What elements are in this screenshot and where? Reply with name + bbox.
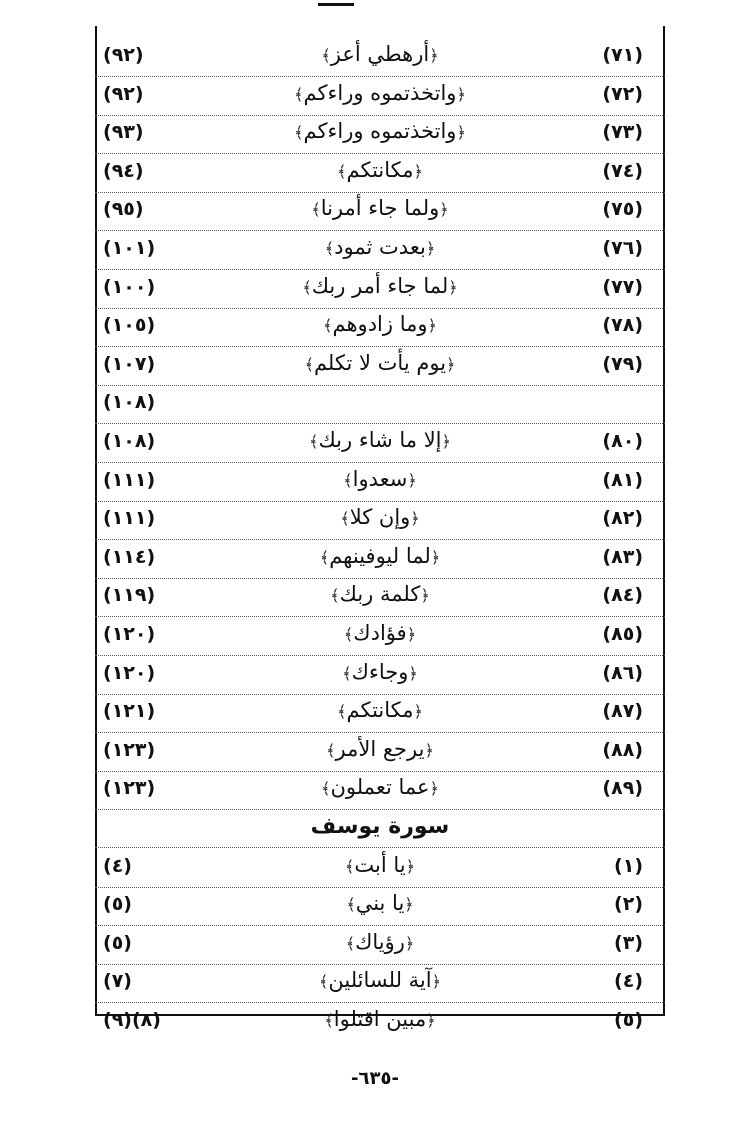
page-reference: (٥) <box>103 931 132 954</box>
ornament-open-icon: ﴿ <box>413 702 423 722</box>
page-reference: (١٢٠) <box>103 623 156 645</box>
ayah-number: (٨٣) <box>602 545 643 568</box>
top-rule-mark <box>318 3 354 6</box>
quran-word <box>175 968 585 992</box>
word-text: وما زادوهم <box>332 312 428 337</box>
table-row <box>95 463 665 502</box>
ayah-number: (٧٦) <box>602 237 643 259</box>
ornament-open-icon: ﴿ <box>413 161 423 181</box>
ornament-open-icon: ﴿ <box>425 239 436 258</box>
ayah-number: (٣) <box>614 931 643 954</box>
table-row <box>95 115 665 154</box>
quran-word <box>175 737 585 761</box>
word-text: يوم يأت لا تكلم <box>313 350 447 375</box>
ayah-number: (٧٣) <box>602 121 643 144</box>
quran-word <box>175 312 585 336</box>
page-reference: (١٠٠) <box>103 275 156 298</box>
page-number: -٦٣٥- <box>351 1068 399 1089</box>
quran-word <box>175 274 585 298</box>
ornament-close-icon: ﴾ <box>324 1011 334 1030</box>
quran-word <box>175 467 585 491</box>
ornament-open-icon: ﴿ <box>448 277 458 297</box>
page-reference: (١١١) <box>103 468 156 491</box>
ornament-open-icon: ﴿ <box>427 316 437 336</box>
table-row <box>95 887 665 926</box>
ornament-close-icon: ﴾ <box>309 432 319 451</box>
ayah-number: (٨١) <box>602 468 643 491</box>
ornament-close-icon: ﴾ <box>342 663 352 683</box>
quran-word <box>175 505 585 529</box>
quran-word <box>175 81 585 105</box>
quran-word <box>175 891 585 915</box>
table-row <box>95 849 665 888</box>
quran-word <box>175 582 585 606</box>
ayah-number: (٢) <box>614 893 643 916</box>
page-reference: (٩٤) <box>103 159 144 182</box>
word-text: رؤياك <box>355 929 405 954</box>
index-table <box>95 26 665 1031</box>
page-reference: (١٠٨) <box>103 430 156 452</box>
ornament-open-icon: ﴿ <box>446 354 456 374</box>
table-row <box>95 270 665 309</box>
surah-heading: سورة يوسف <box>95 810 665 848</box>
table-row <box>95 771 665 810</box>
word-text: إلا ما شاء ربك <box>318 428 442 452</box>
word-text: مبين اقتلوا <box>333 1007 427 1031</box>
ornament-close-icon: ﴾ <box>346 895 356 915</box>
table-row <box>95 578 665 617</box>
word-text: مكانتكم <box>346 698 414 723</box>
ornament-close-icon: ﴾ <box>304 354 314 374</box>
ornament-open-icon: ﴿ <box>410 509 420 529</box>
table-row-continuation <box>95 385 665 424</box>
table-row <box>95 347 665 386</box>
word-text: لما ليوفينهم <box>329 543 431 568</box>
ornament-close-icon: ﴾ <box>345 856 355 876</box>
quran-word <box>175 621 585 645</box>
ayah-number: (٨٦) <box>602 661 643 684</box>
word-text: ولما جاء أمرنا <box>320 196 440 221</box>
page-reference: (٩٥) <box>103 198 144 221</box>
quran-word <box>175 698 585 722</box>
ornament-close-icon: ﴾ <box>319 547 330 567</box>
quran-word <box>175 1007 585 1031</box>
ornament-close-icon: ﴾ <box>340 509 350 529</box>
ayah-number: (٧٢) <box>602 82 643 105</box>
ornament-open-icon: ﴿ <box>405 856 415 876</box>
page-reference: (٨)(٩) <box>103 1009 161 1031</box>
ornament-open-icon: ﴿ <box>429 46 439 65</box>
ayah-number: (٧٥) <box>602 198 643 221</box>
word-text: أرهطي أعز <box>330 42 430 66</box>
ayah-number: (٧٩) <box>602 352 643 375</box>
table-row <box>95 617 665 656</box>
ornament-close-icon: ﴾ <box>343 625 354 644</box>
quran-word <box>175 158 585 182</box>
ornament-close-icon: ﴾ <box>311 200 321 220</box>
page-reference: (١٢١) <box>103 700 156 723</box>
word-text: واتخذتموه وراءكم <box>303 80 457 105</box>
page-reference: (١١١) <box>103 507 156 530</box>
word-text: وإن كلا <box>349 505 411 530</box>
word-text: سعدوا <box>352 466 408 491</box>
ornament-close-icon: ﴾ <box>343 470 353 490</box>
word-text: يا أبت <box>354 852 406 877</box>
ornament-open-icon: ﴿ <box>429 779 439 799</box>
ornament-close-icon: ﴾ <box>294 84 304 104</box>
ornament-close-icon: ﴾ <box>324 239 335 258</box>
ornament-open-icon: ﴿ <box>439 200 449 220</box>
ayah-number: (٧٤) <box>602 159 643 182</box>
table-row <box>95 501 665 540</box>
page-reference: (٤) <box>103 854 132 877</box>
ornament-close-icon: ﴾ <box>294 123 304 143</box>
ornament-close-icon: ﴾ <box>302 277 312 297</box>
table-row <box>95 308 665 347</box>
ornament-open-icon: ﴿ <box>424 740 434 760</box>
table-row <box>95 424 665 463</box>
ayah-number: (٨٢) <box>602 507 643 530</box>
quran-word <box>175 119 585 143</box>
page-reference: (١١٤) <box>103 545 156 568</box>
page-reference: (٩٢) <box>103 44 144 66</box>
ayah-number: (٨٨) <box>602 738 643 761</box>
ornament-open-icon: ﴿ <box>420 586 430 606</box>
ornament-open-icon: ﴿ <box>426 1011 436 1030</box>
word-text: يا بني <box>355 891 405 916</box>
page-reference: (٩٣) <box>103 121 144 144</box>
ayah-number: (١) <box>614 854 643 877</box>
table-row <box>95 231 665 270</box>
table-row <box>95 733 665 772</box>
page-reference: (٧) <box>103 970 132 993</box>
ayah-number: (٤) <box>614 970 643 993</box>
ayah-number: (٧١) <box>602 44 643 66</box>
ornament-open-icon: ﴿ <box>404 895 414 915</box>
ornament-close-icon: ﴾ <box>321 779 331 799</box>
table-row <box>95 192 665 231</box>
ayah-number: (٧٧) <box>602 275 643 298</box>
ornament-close-icon: ﴾ <box>337 702 347 722</box>
word-text: لما جاء أمر ربك <box>311 273 449 298</box>
table-row <box>95 1003 665 1041</box>
ornament-open-icon: ﴿ <box>406 625 417 644</box>
ornament-close-icon: ﴾ <box>326 740 336 760</box>
ornament-close-icon: ﴾ <box>319 972 329 992</box>
word-text: بعدت ثمود <box>334 235 426 259</box>
ayah-number: (٨٤) <box>602 584 643 607</box>
table-row <box>95 926 665 965</box>
ayah-number: (٧٨) <box>602 314 643 337</box>
page-reference: (٥) <box>103 893 132 916</box>
ayah-number: (٨٩) <box>602 777 643 800</box>
word-text: وجاءك <box>351 659 409 684</box>
page-reference: (١٢٠) <box>103 661 156 684</box>
word-text: يرجع الأمر <box>335 736 425 761</box>
quran-word <box>175 351 585 375</box>
table-row <box>95 77 665 116</box>
ornament-open-icon: ﴿ <box>430 547 441 567</box>
ornament-open-icon: ﴿ <box>456 84 466 104</box>
page-reference: (١٠٨) <box>103 391 156 414</box>
ornament-open-icon: ﴿ <box>441 432 451 451</box>
word-text: كلمة ربك <box>339 582 421 607</box>
quran-word <box>175 930 585 954</box>
word-text: آية للسائلين <box>328 968 432 993</box>
ayah-number: (٨٥) <box>602 623 643 645</box>
quran-word <box>175 660 585 684</box>
ayah-number: (٥) <box>614 1009 643 1031</box>
page-reference: (١٠١) <box>103 237 156 259</box>
ornament-close-icon: ﴾ <box>321 46 331 65</box>
table-row <box>95 154 665 193</box>
table-row <box>95 656 665 695</box>
ornament-close-icon: ﴾ <box>330 586 340 606</box>
page-reference: (١١٩) <box>103 584 156 607</box>
page-reference: (١٠٥) <box>103 314 156 337</box>
ornament-open-icon: ﴿ <box>407 470 417 490</box>
quran-word <box>175 42 585 66</box>
quran-word <box>175 235 585 259</box>
quran-word <box>175 544 585 568</box>
page-reference: (١٢٣) <box>103 738 156 761</box>
quran-word <box>175 428 585 452</box>
ornament-open-icon: ﴿ <box>408 663 418 683</box>
ayah-number: (٨٧) <box>602 700 643 723</box>
ornament-close-icon: ﴾ <box>323 316 333 336</box>
table-row <box>95 694 665 733</box>
table-row <box>95 38 665 77</box>
ayah-number: (٨٠) <box>602 430 643 452</box>
page-reference: (١٢٣) <box>103 777 156 800</box>
quran-word <box>175 775 585 799</box>
word-text: واتخذتموه وراءكم <box>303 119 457 144</box>
ornament-open-icon: ﴿ <box>431 972 441 992</box>
word-text: فؤادك <box>353 621 407 645</box>
table-row <box>95 540 665 579</box>
word-text: عما تعملون <box>330 775 430 800</box>
ornament-close-icon: ﴾ <box>345 933 356 953</box>
ornament-close-icon: ﴾ <box>337 161 347 181</box>
ornament-open-icon: ﴿ <box>456 123 466 143</box>
page-reference: (١٠٧) <box>103 352 156 375</box>
ornament-open-icon: ﴿ <box>404 933 415 953</box>
quran-word <box>175 196 585 220</box>
quran-word <box>175 853 585 877</box>
table-row <box>95 964 665 1003</box>
word-text: مكانتكم <box>346 157 414 182</box>
page-reference: (٩٢) <box>103 82 144 105</box>
